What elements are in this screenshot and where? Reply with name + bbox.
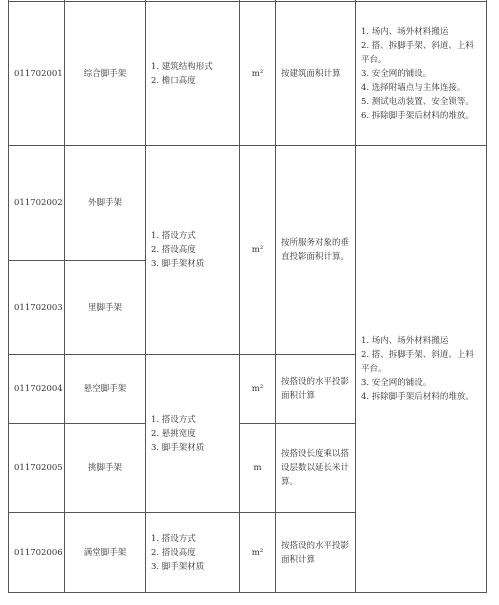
item-unit: m [240, 424, 276, 513]
item-code: 011702004 [9, 355, 65, 424]
item-name: 里脚手架 [65, 261, 146, 355]
item-code: 011702005 [9, 424, 65, 513]
item-rule: 按建筑面积计算 [276, 2, 356, 146]
item-name: 悬空脚手架 [65, 355, 146, 424]
item-rule: 按搭设的水平投影面积计算 [276, 355, 356, 424]
item-features: 1. 搭设方式 2. 搭设高度 3. 脚手架材质 [146, 513, 240, 593]
group-a-rule: 按所服务对象的垂直投影面积计算。 [276, 146, 356, 355]
group-work: 1. 场内、场外材料搬运 2. 搭、拆脚手架、斜道、上料平台。 3. 安全网的铺设。 4. 拆除脚手架后材料的堆放。 [356, 146, 487, 593]
item-unit: m² [240, 513, 276, 593]
group-a-unit: m² [240, 146, 276, 355]
item-code: 011702001 [9, 2, 65, 146]
item-work: 1. 场内、场外材料搬运 2. 搭、拆脚手架、斜道、上料平台。 3. 安全网的铺设。 4. 选择附墙点与主体连接。 5. 测试电动装置、安全锁等。 6. 拆除脚手架后材料的堆放。 [356, 2, 487, 146]
item-unit: m² [240, 355, 276, 424]
item-name: 挑脚手架 [65, 424, 146, 513]
table-row [9, 146, 487, 261]
table-row [9, 2, 487, 146]
item-unit: m² [240, 2, 276, 146]
item-code: 011702003 [9, 261, 65, 355]
item-name: 综合脚手架 [65, 2, 146, 146]
measure-table [8, 0, 487, 593]
item-code: 011702006 [9, 513, 65, 593]
group-a-features: 1. 搭设方式 2. 搭设高度 3. 脚手架材质 [146, 146, 240, 355]
group-b-features: 1. 搭设方式 2. 悬挑宽度 3. 脚手架材质 [146, 355, 240, 513]
item-features: 1. 建筑结构形式 2. 檐口高度 [146, 2, 240, 146]
item-name: 满堂脚手架 [65, 513, 146, 593]
item-rule: 按搭设的水平投影面积计算 [276, 513, 356, 593]
item-name: 外脚手架 [65, 146, 146, 261]
item-code: 011702002 [9, 146, 65, 261]
item-rule: 按搭设长度乘以搭设层数以延长米计算。 [276, 424, 356, 513]
